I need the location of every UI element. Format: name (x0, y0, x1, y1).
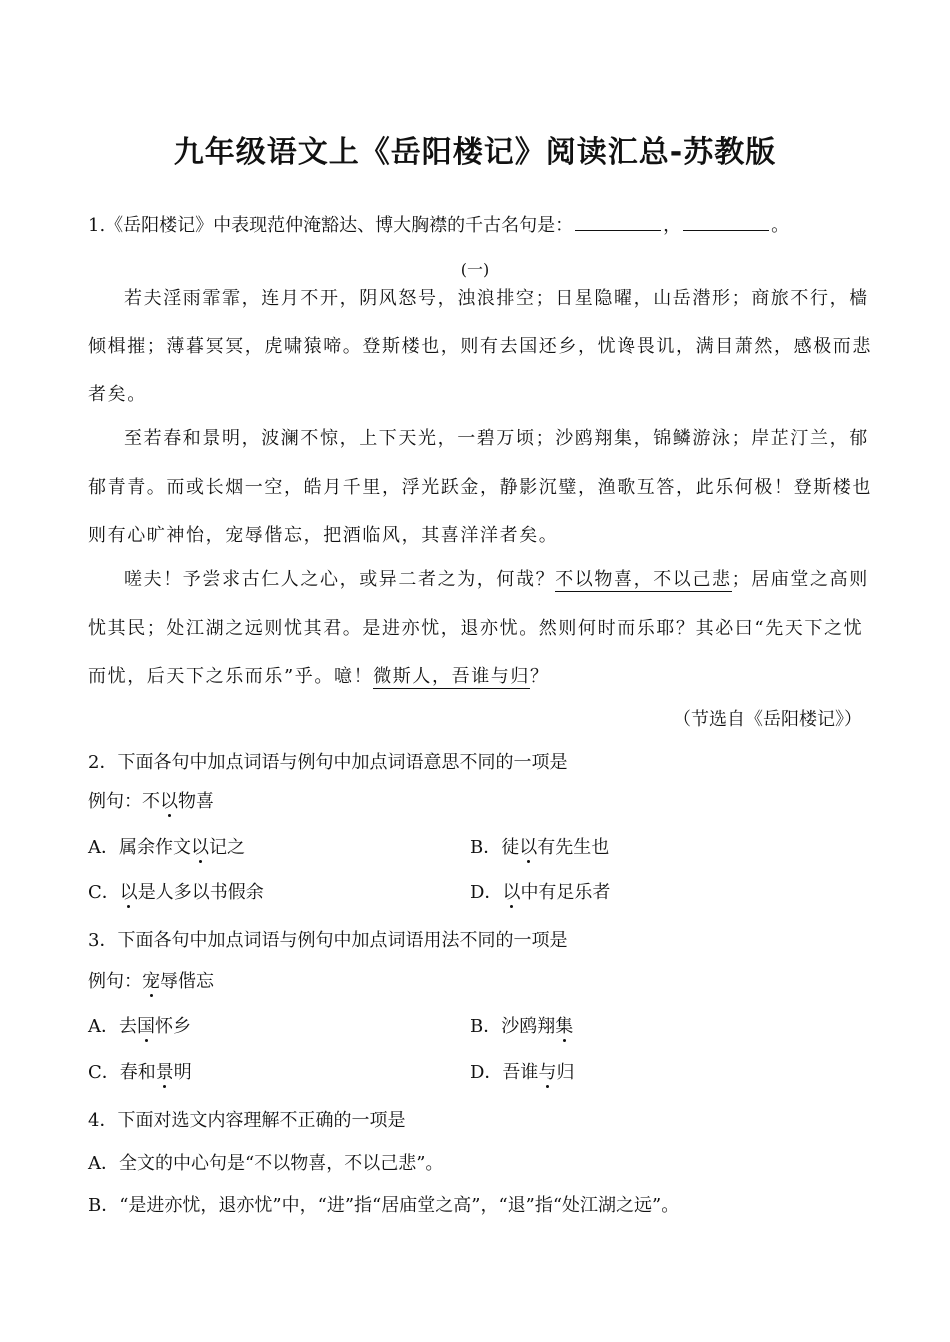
answer-blank-1[interactable] (575, 214, 661, 231)
option-c[interactable] (88, 881, 264, 905)
option-text: C．春和 (88, 1062, 156, 1083)
answer-blank-2[interactable] (683, 214, 769, 231)
underlined-phrase: 微斯人，吾谁与归 (373, 666, 531, 687)
emphasized-word: 以 (502, 882, 521, 903)
question-4-stem: 4．下面对选文内容理解不正确的一项是 (88, 1110, 406, 1131)
option-b[interactable]: B．“是进亦忧，退亦忧”中，“进”指“居庙堂之高”，“退”指“处江湖之远”。 (88, 1195, 680, 1216)
section-marker: (一) (460, 260, 490, 279)
option-b[interactable] (470, 1015, 573, 1039)
option-c[interactable] (88, 1061, 192, 1085)
emphasized-word: 宠 (142, 971, 160, 992)
page-title: 九年级语文上《岳阳楼记》阅读汇总-苏教版 (173, 135, 777, 170)
passage-text: ；居庙堂之高则 (731, 569, 869, 590)
option-d[interactable] (470, 1061, 574, 1085)
option-text: 明 (173, 1062, 192, 1083)
emphasized-word: 国 (137, 1016, 155, 1037)
option-text: 有先生也 (537, 837, 610, 858)
option-text: 记之 (209, 837, 245, 858)
passage-text: ？ (530, 666, 550, 687)
example-text: 物喜 (178, 791, 214, 812)
passage-line: 则有心旷神怡，宠辱偕忘，把酒临风，其喜洋洋者矣。 (88, 525, 559, 546)
option-text: 归 (556, 1062, 575, 1083)
passage-line: 至若春和景明，波澜不惊，上下天光，一碧万顷；沙鸥翔集，锦鳞游泳；岸芷汀兰，郁 (124, 428, 869, 449)
emphasized-word: 集 (555, 1016, 574, 1037)
underlined-phrase: 不以物喜，不以己悲 (555, 569, 732, 590)
question-2-stem: 2．下面各句中加点词语与例句中加点词语意思不同的一项是 (88, 752, 568, 773)
option-text: A．去 (88, 1016, 137, 1037)
emphasized-word: 以 (191, 837, 209, 858)
passage-line: 者矣。 (88, 384, 147, 405)
option-text: 中有足乐者 (520, 882, 611, 903)
emphasized-word: 与 (538, 1062, 557, 1083)
emphasized-word: 景 (155, 1062, 174, 1083)
option-text: 是人多以书假余 (137, 882, 264, 903)
option-text: C． (88, 882, 120, 903)
option-text: D． (470, 882, 503, 903)
option-b[interactable] (470, 836, 609, 860)
option-a[interactable] (88, 1015, 191, 1039)
emphasized-word: 以 (160, 791, 178, 812)
option-text: D．吾谁 (470, 1062, 539, 1083)
passage-text: 而忧，后天下之乐而乐”乎。噫！ (88, 666, 374, 687)
passage-source: （节选自《岳阳楼记》） (673, 709, 862, 730)
question-1-text: 1.《岳阳楼记》中表现范仲淹豁达、博大胸襟的千古名句是： (88, 215, 574, 236)
passage-line (88, 665, 862, 689)
passage-line: 忧其民；处江湖之远则忧其君。是进亦忧，退亦忧。然则何时而乐耶？其必曰“先天下之忧 (88, 618, 864, 639)
passage-line: 倾楫摧；薄暮冥冥，虎啸猿啼。登斯楼也，则有去国还乡，忧谗畏讥，满目萧然，感极而悲 (88, 336, 872, 357)
option-a[interactable] (88, 836, 245, 860)
example-text: 例句：不 (88, 791, 160, 812)
passage-line: 若夫淫雨霏霏，连月不开，阴风怒号，浊浪排空；日星隐曜，山岳潜形；商旅不行，樯 (124, 288, 869, 309)
option-text: B．沙鸥翔 (470, 1016, 556, 1037)
option-d[interactable] (470, 881, 610, 905)
option-a[interactable]: A．全文的中心句是“不以物喜，不以己悲”。 (88, 1153, 444, 1174)
example-text: 辱偕忘 (160, 971, 214, 992)
emphasized-word: 以 (119, 882, 138, 903)
option-text: 怀乡 (155, 1016, 191, 1037)
question-1 (88, 214, 862, 238)
emphasized-word: 以 (519, 837, 538, 858)
passage-line (88, 568, 898, 592)
separator: ， (663, 215, 682, 236)
passage-line: 郁青青。而或长烟一空，皓月千里，浮光跃金，静影沉璧，渔歌互答，此乐何极！登斯楼也 (88, 477, 872, 498)
passage-text: 嗟夫！予尝求古仁人之心，或异二者之为，何哉？ (124, 569, 556, 590)
question-3-example (88, 970, 862, 994)
option-text: B．徒 (470, 837, 520, 858)
period: 。 (771, 215, 790, 236)
question-2-example (88, 790, 862, 814)
question-3-stem: 3．下面各句中加点词语与例句中加点词语用法不同的一项是 (88, 930, 568, 951)
option-text: A．属余作文 (88, 837, 191, 858)
example-text: 例句： (88, 971, 142, 992)
